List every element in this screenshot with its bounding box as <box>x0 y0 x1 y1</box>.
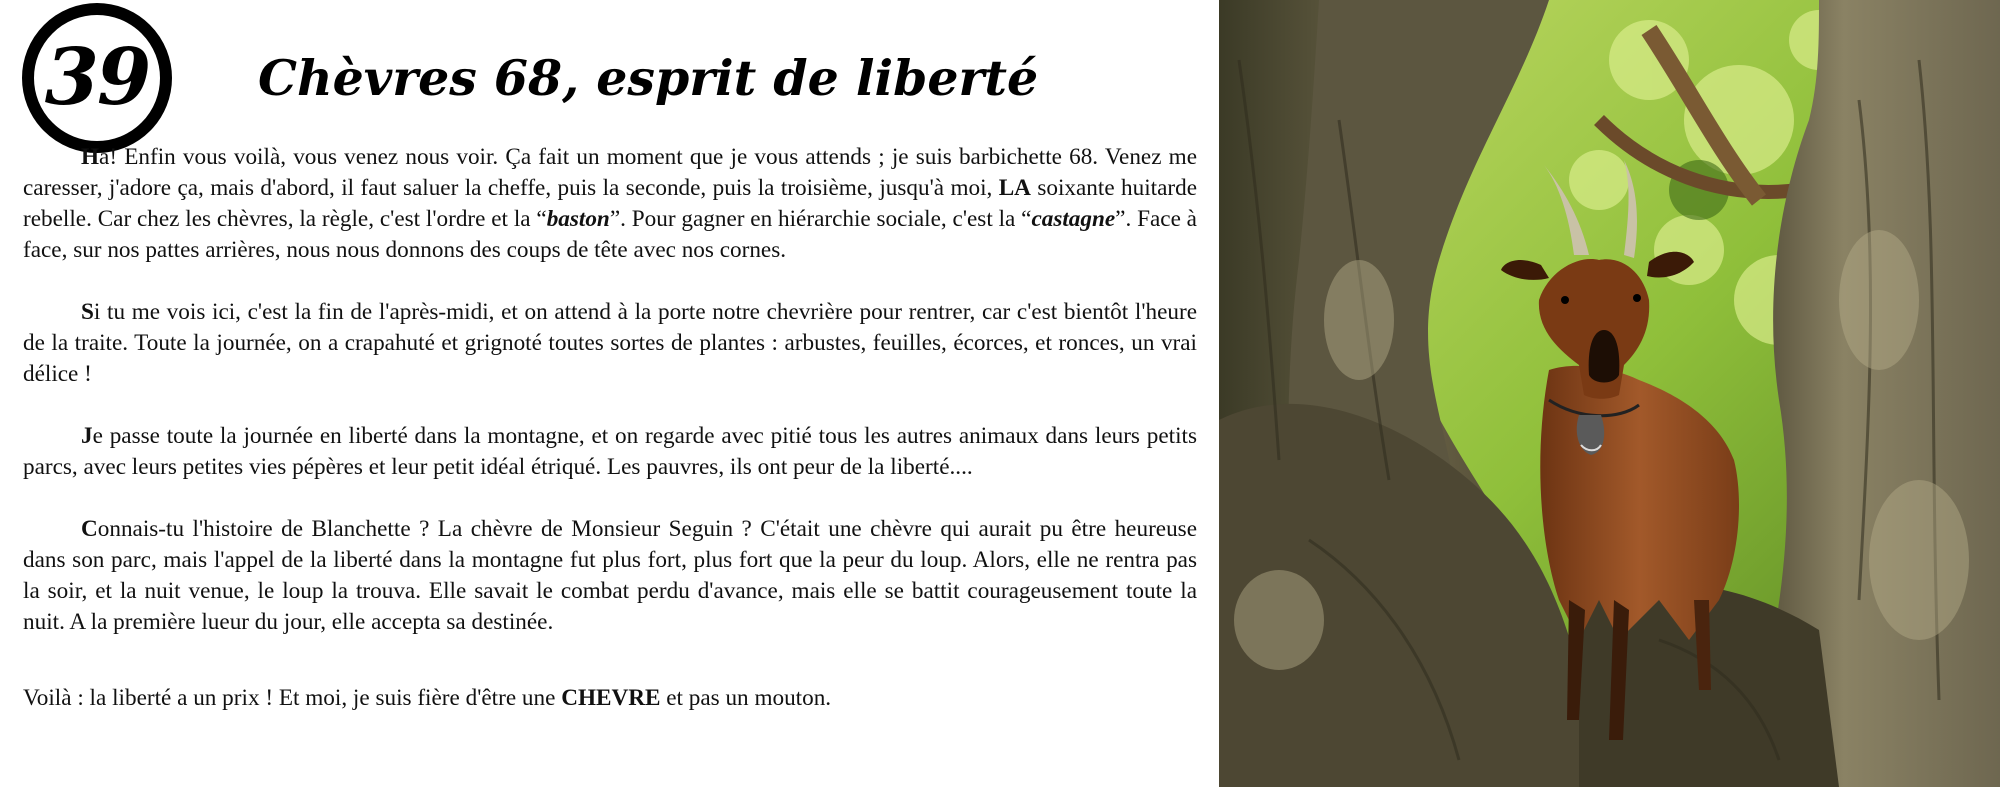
paragraph-initial: J <box>81 423 93 449</box>
paragraph-text: ”. Pour gagner en hiérarchie sociale, c'est la “ <box>609 206 1032 232</box>
paragraph-text: ”. Face à face, sur nos pattes arrières, nous nous donnons des coups de tête avec nos cornes. <box>23 206 1197 263</box>
emphasis-word: LA <box>998 175 1031 201</box>
article-body <box>23 142 1197 714</box>
closing-emphasis: CHEVRE <box>561 685 661 711</box>
paragraph-text: soixante huitarde rebelle. Car chez les chèvres, la règle, c'est l'ordre et la “ <box>23 175 1197 232</box>
paragraph-text: i tu me vois ici, c'est la fin de l'après-midi, et on attend à la porte notre chevrière pour rentrer, car c'est bientôt l'heure de la traite. Toute la journée, on a crapahuté et grignoté toutes sortes de plantes : arbustes, feuilles, écorces, et ronces, un vrai délice ! <box>23 299 1197 387</box>
paragraph <box>23 297 1197 390</box>
badge-number: 39 <box>44 32 150 123</box>
page-title: Chèvres 68, esprit de liberté <box>258 49 1039 107</box>
closing-text-end: et pas un mouton. <box>660 685 832 711</box>
goat-in-tree-photo <box>1219 0 2000 787</box>
paragraph-text: onnais-tu l'histoire de Blanchette ? La chèvre de Monsieur Seguin ? C'était une chèvre qui aurait pu être heureuse dans son parc, mais l'appel de la liberté dans la montagne fut plus fort, plus fort que la peur du loup. Alors, elle ne rentra pas la soir, et la nuit venue, le loup la trouva. Elle savait le combat perdu d'avance, mais elle se battit courageusement toute la nuit. A la première lueur du jour, elle accepta sa destinée. <box>23 516 1197 635</box>
closing-text: Voilà : la liberté a un prix ! Et moi, je suis fière d'être une <box>23 685 562 711</box>
paragraph-initial: H <box>81 144 100 170</box>
paragraph-initial: S <box>81 299 94 325</box>
paragraph <box>23 142 1197 266</box>
paragraph-text: a! Enfin vous voilà, vous venez nous voir. Ça fait un moment que je vous attends ; je suis barbichette 68. Venez me caresser, j'adore ça, mais d'abord, il faut saluer la cheffe, puis la seconde, puis la troisième, jusqu'à moi, <box>23 144 1197 201</box>
number-badge <box>22 3 172 153</box>
emphasis-term: baston <box>546 206 610 232</box>
emphasis-term: castagne <box>1031 206 1116 232</box>
paragraph-text: e passe toute la journée en liberté dans la montagne, et on regarde avec pitié tous les autres animaux dans leurs petits parcs, avec leurs petites vies pépères et leur petit idéal étriqué. Les pauvres, ils ont peur de la liberté.... <box>23 423 1197 480</box>
closing-line <box>23 683 1197 714</box>
paragraph <box>23 514 1197 638</box>
paragraph-initial: C <box>81 516 98 542</box>
paragraph <box>23 421 1197 483</box>
